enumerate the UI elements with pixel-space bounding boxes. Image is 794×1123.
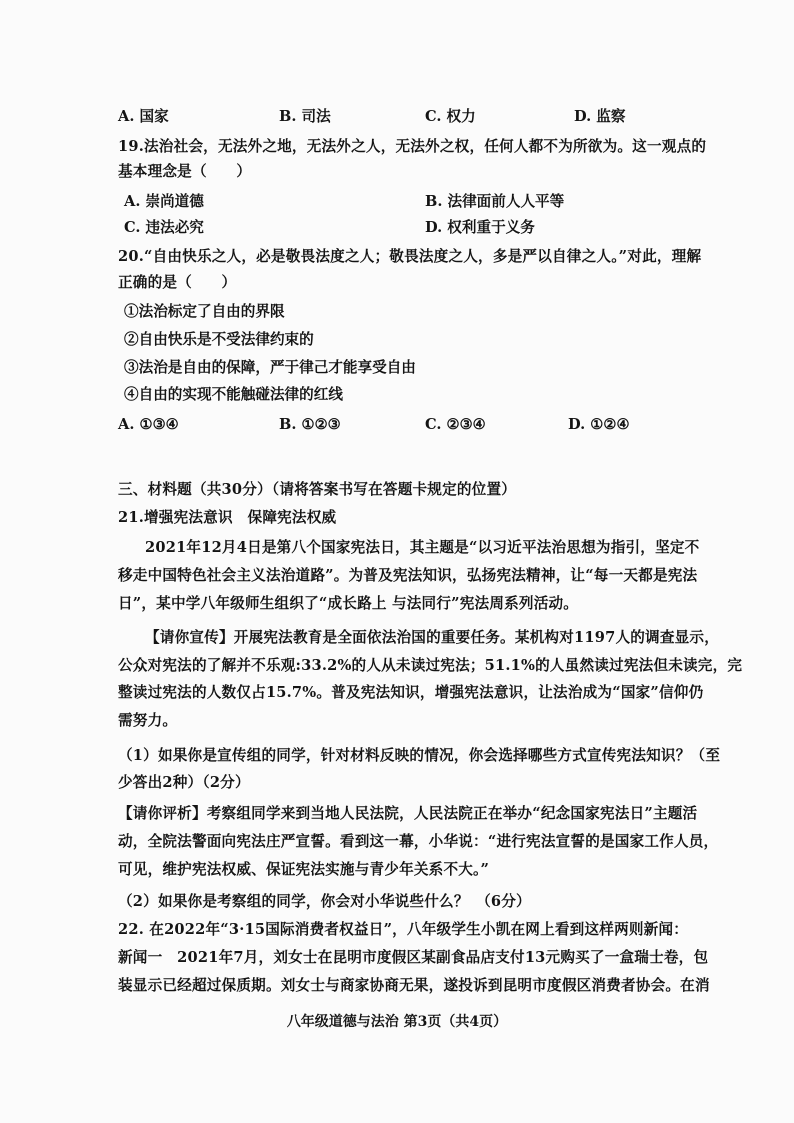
q20-option-c: C. ②③④ bbox=[425, 416, 486, 433]
q21-sub1-line1: （1）如果你是宣传组的同学，针对材料反映的情况，你会选择哪些方式宣传宪法知识？（至 bbox=[118, 747, 721, 764]
q21-para3-line2: 动，全院法警面向宪法庄严宣誓。看到这一幕，小华说：“进行宪法宣誓的是国家工作人员， bbox=[118, 833, 719, 850]
q21-sub1-line2: 少答出2种）（2分） bbox=[118, 774, 250, 791]
q18-option-d: D. 监察 bbox=[574, 108, 626, 125]
q21-para1-line3: 日”，某中学八年级师生组织了“成长路上 与法同行”宪法周系列活动。 bbox=[118, 595, 579, 612]
q21-sub2: （2）如果你是考察组的同学，你会对小华说些什么？ （6分） bbox=[118, 893, 531, 910]
q19-stem-line2: 基本理念是（ ） bbox=[118, 163, 252, 180]
q19-option-a: A. 崇尚道德 bbox=[124, 193, 204, 210]
q21-para1-line2: 移走中国特色社会主义法治道路”。为普及宪法知识，弘扬宪法精神，让“每一天都是宪法 bbox=[118, 567, 698, 584]
q21-para2-line3: 整读过宪法的人数仅占15.7%。普及宪法知识，增强宪法意识，让法治成为“国家”信仰仍 bbox=[118, 684, 704, 701]
q20-stem-line2: 正确的是（ ） bbox=[118, 274, 237, 291]
q21-para2-line2: 公众对宪法的了解并不乐观:33.2%的人从未读过宪法；51.1%的人虽然读过宪法但未读完，完 bbox=[118, 657, 743, 674]
q20-option-a: A. ①③④ bbox=[118, 416, 179, 433]
q20-statement-3: ③法治是自由的保障，严于律己才能享受自由 bbox=[124, 359, 416, 376]
q19-option-d: D. 权利重于义务 bbox=[425, 219, 535, 236]
q21-para3-line3: 可见，维护宪法权威、保证宪法实施与青少年关系不大。” bbox=[118, 861, 490, 878]
q22-line1: 22. 在2022年“3·15国际消费者权益日”，八年级学生小凯在网上看到这样两则新闻： bbox=[118, 921, 689, 938]
q21-para1-line1: 2021年12月4日是第八个国家宪法日，其主题是“以习近平法治思想为指引，坚定不 bbox=[145, 539, 700, 556]
q21-title: 21.增强宪法意识 保障宪法权威 bbox=[118, 509, 337, 526]
q20-statement-4: ④自由的实现不能触碰法律的红线 bbox=[124, 386, 343, 403]
q19-stem-line1: 19.法治社会，无法外之地，无法外之人，无法外之权，任何人都不为所欲为。这一观点的 bbox=[118, 138, 707, 155]
q20-option-b: B. ①②③ bbox=[279, 416, 341, 433]
q22-line3: 装显示已经超过保质期。刘女士与商家协商无果，遂投诉到昆明市度假区消费者协会。在消 bbox=[118, 977, 710, 994]
q21-para2-line1: 【请你宣传】开展宪法教育是全面依法治国的重要任务。某机构对1197人的调查显示， bbox=[145, 629, 719, 646]
page-footer: 八年级道德与法治 第3页（共4页） bbox=[286, 1014, 508, 1030]
q18-option-b: B. 司法 bbox=[279, 108, 331, 125]
q20-stem-line1: 20.“自由快乐之人，必是敬畏法度之人；敬畏法度之人，多是严以自律之人。”对此，理解 bbox=[118, 248, 702, 265]
q19-option-b: B. 法律面前人人平等 bbox=[425, 193, 565, 210]
section3-title: 三、材料题（共30分）（请将答案书写在答题卡规定的位置） bbox=[118, 481, 517, 498]
q20-statement-1: ①法治标定了自由的界限 bbox=[124, 303, 285, 320]
q21-para2-line4: 需努力。 bbox=[118, 712, 178, 729]
q18-option-c: C. 权力 bbox=[425, 108, 476, 125]
q22-line2: 新闻一 2021年7月，刘女士在昆明市度假区某副食品店支付13元购买了一盒瑞士卷，包 bbox=[118, 949, 709, 966]
q21-para3-line1: 【请你评析】考察组同学来到当地人民法院，人民法院正在举办“纪念国家宪法日”主题活 bbox=[118, 805, 698, 822]
q20-statement-2: ②自由快乐是不受法律约束的 bbox=[124, 331, 314, 348]
q18-option-a: A. 国家 bbox=[118, 108, 169, 125]
q19-option-c: C. 违法必究 bbox=[124, 219, 204, 236]
q20-option-d: D. ①②④ bbox=[568, 416, 630, 433]
